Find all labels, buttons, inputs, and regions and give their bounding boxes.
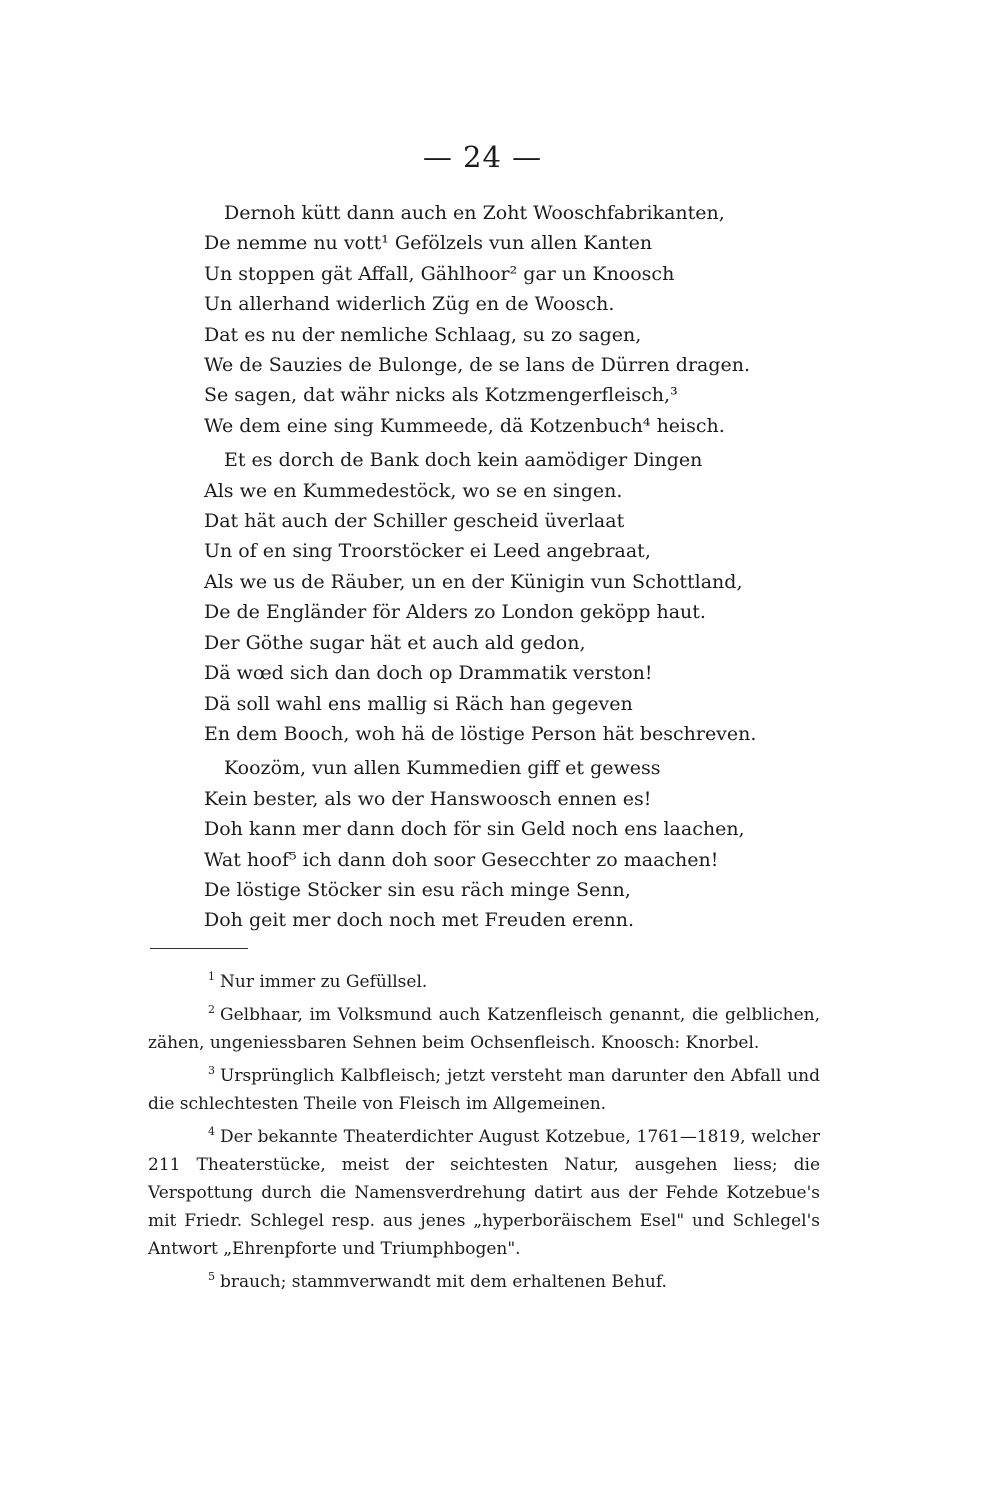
page-number: — 24 —: [422, 140, 543, 174]
poem-line: De löstige Stöcker sin esu räch minge Senn,: [204, 878, 631, 901]
poem-line: Dat hät auch der Schiller gescheid üverlaat: [204, 510, 625, 533]
poem: [204, 198, 804, 936]
footnote-text: brauch; stammverwandt mit dem erhaltenen Behuf.: [220, 1272, 667, 1292]
footnote-mark: 3: [208, 1064, 215, 1078]
poem-line: En dem Booch, woh hä de löstige Person hät beschreven.: [204, 722, 757, 745]
footnote: [148, 1268, 820, 1296]
poem-line: Wat hoof⁵ ich dann doh soor Gesecchter zo maachen!: [204, 848, 719, 871]
footnote-rule: [150, 948, 248, 949]
footnotes: [148, 968, 820, 1301]
poem-line: De nemme nu vott¹ Gefölzels vun allen Kanten: [204, 232, 653, 255]
poem-line: Dä soll wahl ens mallig si Räch han gegeven: [204, 692, 633, 715]
poem-line: Un allerhand widerlich Züg en de Woosch.: [204, 293, 615, 316]
footnote-text: Gelbhaar, im Volksmund auch Katzenfleisch genannt, die gelblichen, zähen, ungeniessbaren Sehnen beim Ochsenfleisch. Knoosch: Knorbel.: [148, 1005, 820, 1053]
poem-line: Dernoh kütt dann auch en Zoht Wooschfabrikanten,: [224, 202, 725, 224]
poem-line: Doh kann mer dann doch för sin Geld noch ens laachen,: [204, 818, 745, 841]
footnote: [148, 1001, 820, 1057]
poem-line: Et es dorch de Bank doch kein aamödiger Dingen: [224, 449, 703, 472]
footnote-mark: 2: [208, 1003, 215, 1017]
poem-line: Dat es nu der nemliche Schlaag, su zo sagen,: [204, 323, 642, 346]
footnote: [148, 1062, 820, 1118]
footnote-text: Der bekannte Theaterdichter August Kotzebue, 1761—1819, welcher 211 Theaterstücke, meist der seichtesten Natur, ausgehen liess; die Verspottung durch die Namensverdrehung datirt aus der Fehde Kotzebue's mit Friedr. Schlegel resp. aus jenes „hyperboräischem Esel" und Schlegel's Antwort „Ehrenpforte und Triumphbogen".: [148, 1127, 820, 1259]
footnote: [148, 968, 820, 996]
poem-line: Dä wœd sich dan doch op Drammatik verston!: [204, 662, 653, 685]
footnote-mark: 5: [208, 1270, 215, 1284]
poem-line: We dem eine sing Kummeede, dä Kotzenbuch⁴ heisch.: [204, 414, 725, 437]
poem-line: Se sagen, dat währ nicks als Kotzmengerfleisch,³: [204, 384, 678, 407]
poem-line: Un stoppen gät Affall, Gählhoor² gar un Knoosch: [204, 262, 675, 285]
poem-line: Doh geit mer doch noch met Freuden erenn.: [204, 909, 635, 932]
footnote-mark: 4: [208, 1125, 215, 1139]
poem-line: De de Engländer för Alders zo London geköpp haut.: [204, 601, 706, 624]
poem-line: Un of en sing Troorstöcker ei Leed angebraat,: [204, 540, 651, 563]
footnote: [148, 1123, 820, 1263]
footnote-mark: 1: [208, 970, 215, 984]
stanza: [204, 753, 804, 935]
stanza: [204, 445, 804, 749]
poem-line: Als we us de Räuber, un en der Künigin vun Schottland,: [204, 570, 743, 593]
stanza: [204, 198, 804, 441]
poem-line: Kein bester, als wo der Hanswoosch ennen es!: [204, 787, 652, 810]
poem-line: Der Göthe sugar hät et auch ald gedon,: [204, 631, 586, 654]
poem-line: We de Sauzies de Bulonge, de se lans de Dürren dragen.: [204, 354, 751, 377]
footnote-text: Nur immer zu Gefüllsel.: [220, 972, 428, 992]
footnote-text: Ursprünglich Kalbfleisch; jetzt versteht man darunter den Abfall und die schlechtesten Theile von Fleisch im Allgemeinen.: [148, 1066, 820, 1114]
poem-line: Koozöm, vun allen Kummedien giff et gewess: [224, 757, 661, 780]
poem-line: Als we en Kummedestöck, wo se en singen.: [204, 479, 623, 502]
